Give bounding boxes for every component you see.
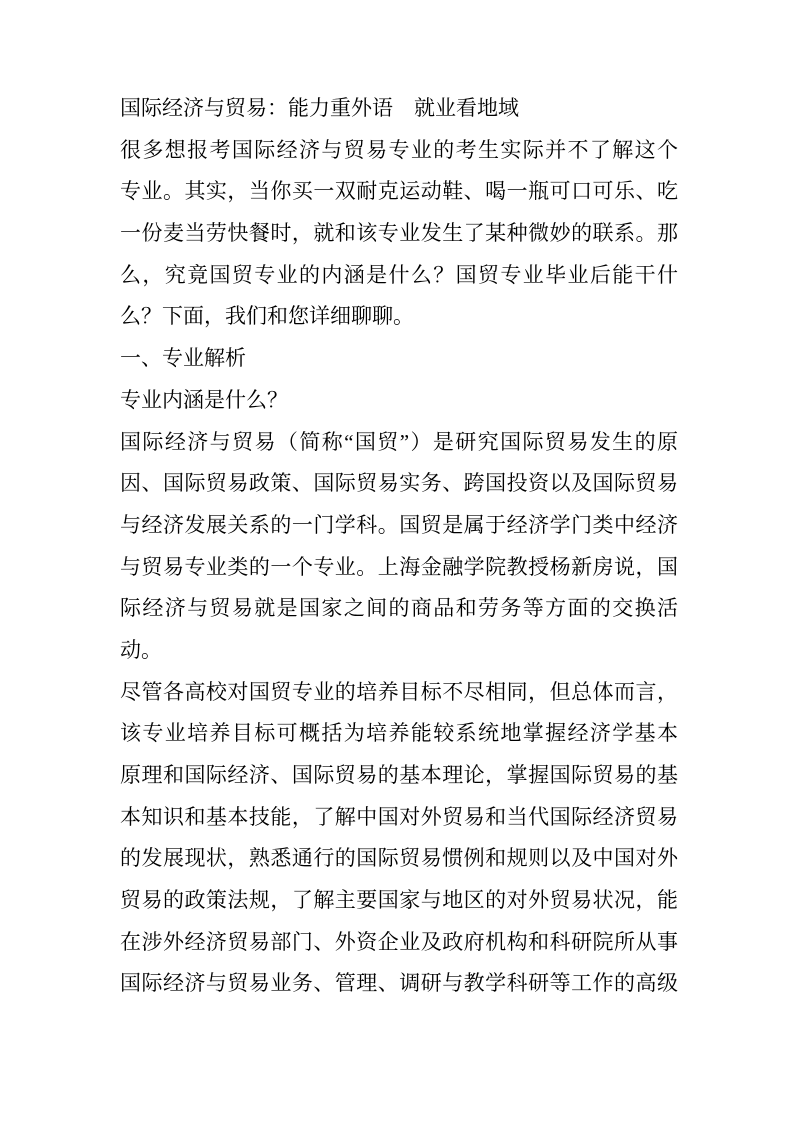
paragraph1-line-5: 么？下面，我们和您详细聊聊。	[120, 304, 414, 329]
paragraph1-line-4: 么，究竟国贸专业的内涵是什么？国贸专业毕业后能干什	[120, 262, 678, 287]
paragraph3-line-4: 本知识和基本技能，了解中国对外贸易和当代国际经济贸易	[120, 804, 678, 829]
paragraph3-line-6: 贸易的政策法规，了解主要国家与地区的对外贸易状况，能	[120, 888, 678, 913]
paragraph3-line-8: 国际经济与贸易业务、管理、调研与教学科研等工作的高级	[120, 971, 678, 996]
paragraph3-line-7: 在涉外经济贸易部门、外资企业及政府机构和科研院所从事	[120, 929, 678, 954]
paragraph3-line-5: 的发展现状，熟悉通行的国际贸易惯例和规则以及中国对外	[120, 846, 678, 871]
document-text-block	[120, 88, 678, 1005]
paragraph1-line-2: 专业。其实，当你买一双耐克运动鞋、喝一瓶可口可乐、吃	[120, 179, 678, 204]
paragraph2-line-4: 与贸易专业类的一个专业。上海金融学院教授杨新房说，国	[120, 554, 678, 579]
paragraph2-line-6: 动。	[120, 637, 162, 662]
paragraph2-line-2: 因、国际贸易政策、国际贸易实务、跨国投资以及国际贸易	[120, 471, 678, 496]
paragraph3-line-1: 尽管各高校对国贸专业的培养目标不尽相同，但总体而言，	[120, 679, 678, 704]
sub-heading: 专业内涵是什么？	[120, 387, 288, 412]
paragraph3-line-3: 原理和国际经济、国际贸易的基本理论，掌握国际贸易的基	[120, 763, 678, 787]
section-heading: 一、专业解析	[120, 346, 246, 371]
document-title: 国际经济与贸易：能力重外语 就业看地域	[120, 96, 519, 120]
paragraph2-line-1: 国际经济与贸易（简称“国贸”）是研究国际贸易发生的原	[120, 429, 678, 454]
paragraph2-line-5: 际经济与贸易就是国家之间的商品和劳务等方面的交换活	[120, 596, 678, 621]
paragraph2-line-3: 与经济发展关系的一门学科。国贸是属于经济学门类中经济	[120, 512, 678, 537]
paragraph1-line-1: 很多想报考国际经济与贸易专业的考生实际并不了解这个	[120, 137, 678, 162]
paragraph1-line-3: 一份麦当劳快餐时，就和该专业发生了某种微妙的联系。那	[120, 221, 678, 246]
paragraph3-line-2: 该专业培养目标可概括为培养能较系统地掌握经济学基本	[120, 721, 678, 746]
